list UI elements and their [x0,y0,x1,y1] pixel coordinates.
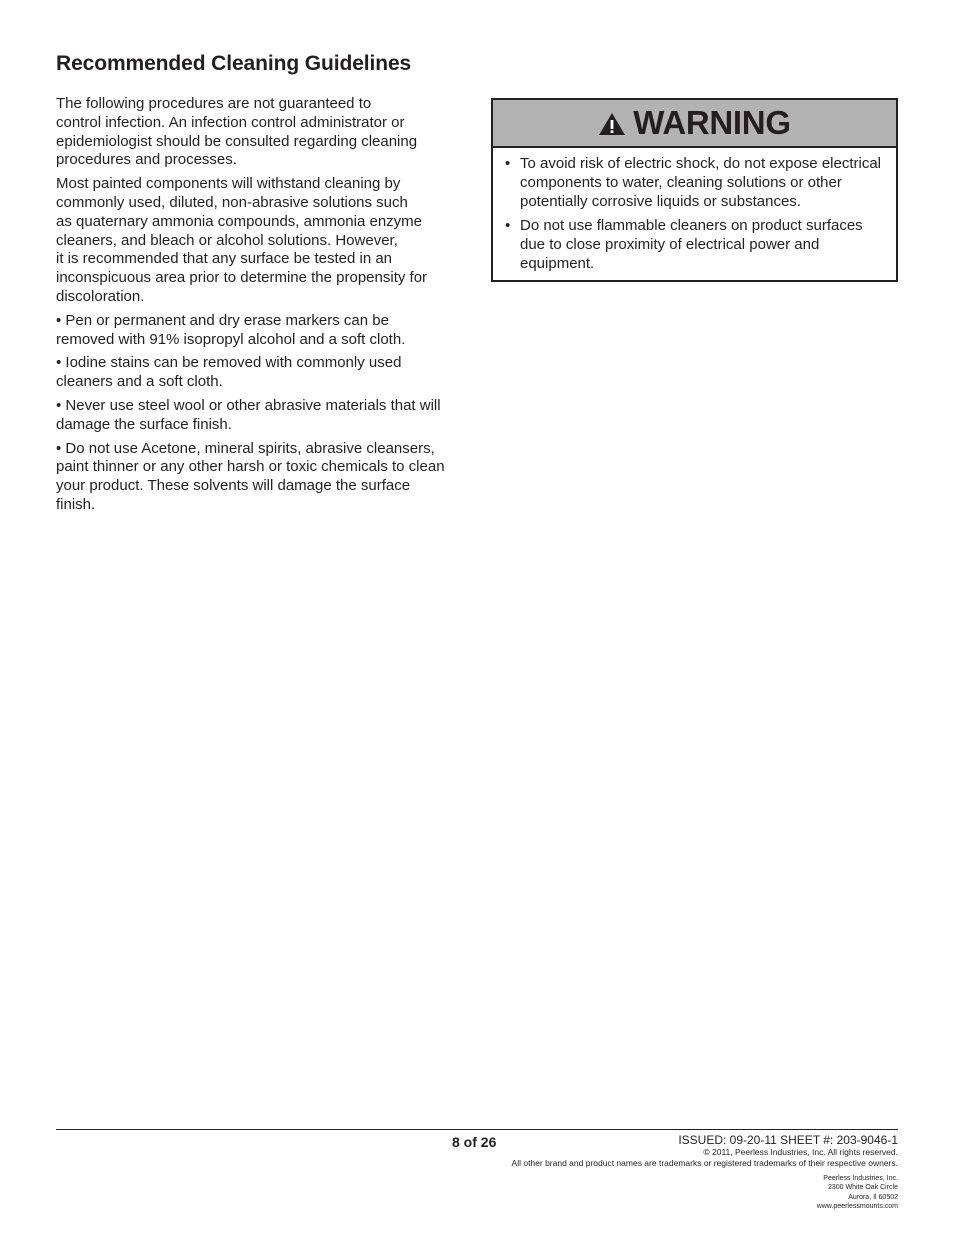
warning-box [491,98,898,282]
issued-sheet: ISSUED: 09-20-11 SHEET #: 203-9046-1 [678,1133,898,1147]
paragraph-solvents: • Do not use Acetone, mineral spirits, abrasive cleansers, paint thinner or any other harsh or toxic chemicals to clean your product. These solvents will damage the surface finish. [56,439,445,513]
paragraph-infection-control: The following procedures are not guaranteed to control infection. An infection control administrator or epidemiologist should be consulted regarding cleaning procedures and processes. [56,95,418,169]
warning-title: WARNING [633,104,791,141]
section-title: Recommended Cleaning Guidelines [56,52,412,75]
page-number: 8 of 26 [452,1134,497,1150]
warning-triangle-icon [598,112,626,136]
warning-item-electric-shock: • To avoid risk of electric shock, do not expose electrical components to water, cleaning solutions or other potentially corrosive liquids or substances. [505,154,884,211]
copyright: © 2011, Peerless Industries, Inc. All rights reserved. [703,1147,898,1157]
paragraph-painted-components: Most painted components will withstand cleaning by commonly used, diluted, non-abrasive solutions such as quaternary ammonia compounds, ammonia enzyme cleaners, and bleach or alcohol solutions. However, it is recommended that any surface be tested in an inconspicuous area prior to determine the propensity for discoloration. [56,175,428,305]
trademarks: All other brand and product names are trademarks or registered trademarks of their respective owners. [511,1158,898,1168]
footer-divider [56,1129,898,1130]
paragraph-iodine: • Iodine stains can be removed with commonly used cleaners and a soft cloth. [56,354,402,391]
warning-item-flammable: • Do not use flammable cleaners on product surfaces due to close proximity of electrical power and equipment. [505,216,884,273]
paragraph-markers: • Pen or permanent and dry erase markers can be removed with 91% isopropyl alcohol and a soft cloth. [56,311,406,348]
cleaning-guidelines-text [56,95,466,520]
warning-list [493,148,896,273]
company-city: Aurora, Il 60502 [848,1193,898,1201]
paragraph-steel-wool: • Never use steel wool or other abrasive materials that will damage the surface finish. [56,396,441,433]
company-website: www.peerlessmounts.com [816,1202,898,1210]
company-name: Peerless Industries, Inc. [823,1175,898,1182]
footer-info [512,1133,898,1211]
warning-header [493,100,896,148]
company-street: 2300 White Oak Circle [827,1184,898,1192]
